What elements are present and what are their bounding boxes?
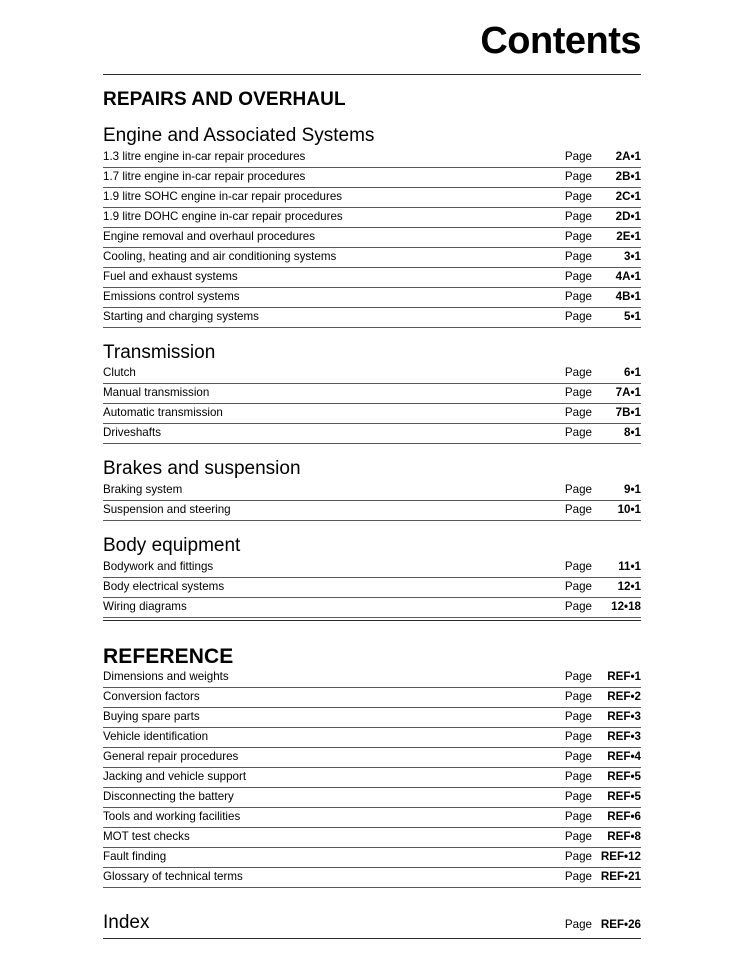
page-word: Page (564, 730, 592, 744)
toc-entry-page (565, 503, 641, 517)
toc-entry-page (565, 790, 641, 804)
toc-entry[interactable] (103, 364, 641, 384)
page-number: 2A•1 (615, 149, 641, 163)
page-word: Page (564, 289, 592, 303)
page-word: Page (564, 209, 592, 223)
page-number: 9•1 (624, 483, 641, 497)
toc-entry-page (565, 210, 641, 224)
part-title-repairs: REPAIRS AND OVERHAUL (103, 89, 346, 110)
toc-entry[interactable] (103, 768, 641, 788)
toc-entry-page (565, 600, 641, 614)
page-number: 7B•1 (615, 406, 641, 420)
toc-entry-label: Vehicle identification (103, 730, 209, 744)
page-number: 4A•1 (615, 269, 641, 283)
index-page (565, 918, 641, 931)
toc-entry-label: Cooling, heating and air conditioning systems (103, 249, 337, 263)
toc-entry-page (565, 690, 641, 704)
toc-entry-page (565, 406, 641, 420)
toc-entry-page (565, 810, 641, 824)
toc-entry-page (565, 730, 641, 744)
page-word: Page (564, 789, 592, 803)
page-word: Page (564, 710, 592, 724)
toc-entry-label: Manual transmission (103, 386, 210, 400)
toc-entry[interactable] (103, 248, 641, 268)
toc-entry-page (565, 670, 641, 684)
page-number: 4B•1 (615, 289, 641, 303)
toc-entry-label: Fuel and exhaust systems (103, 269, 238, 283)
toc-entry-label: Automatic transmission (103, 406, 223, 420)
page-word: Page (564, 169, 592, 183)
page-word: Page (564, 670, 592, 684)
toc-entry-page (565, 250, 641, 264)
toc-entry-label: Jacking and vehicle support (103, 770, 247, 783)
page-word: Page (564, 580, 592, 594)
page-number: 10•1 (617, 503, 641, 517)
toc-entry[interactable] (103, 288, 641, 308)
toc-entry-label: Dimensions and weights (103, 670, 229, 684)
toc-entry-label: Tools and working facilities (103, 809, 241, 823)
toc-entry[interactable] (103, 708, 641, 728)
page-number: REF•12 (600, 849, 641, 863)
toc-entry-label: 1.9 litre DOHC engine in-car repair procedures (103, 209, 343, 223)
page-word: Page (564, 600, 592, 613)
page-word: Page (564, 849, 592, 863)
page-word: Page (564, 809, 592, 823)
page-number: REF•26 (600, 917, 641, 931)
page-number: REF•3 (607, 710, 641, 724)
page-number: 2B•1 (615, 169, 641, 183)
masthead-divider (103, 74, 641, 75)
toc-entry-page (565, 310, 641, 324)
section-brakes (103, 458, 641, 521)
page-number: 5•1 (624, 309, 641, 323)
toc-entry-page (565, 580, 641, 594)
toc-entry-label: 1.7 litre engine in-car repair procedures (103, 169, 306, 183)
toc-entry[interactable] (103, 501, 641, 521)
section-engine (103, 125, 641, 328)
toc-entry-page (565, 830, 641, 844)
page-word: Page (564, 750, 592, 764)
page-number: REF•1 (607, 670, 641, 684)
toc-entry-label: Emissions control systems (103, 289, 240, 303)
toc-entry[interactable] (103, 808, 641, 828)
toc-entry-index[interactable] (103, 912, 641, 939)
section-transmission (103, 342, 641, 445)
page-word: Page (564, 406, 592, 420)
toc-entry-page (565, 426, 641, 440)
page-word: Page (564, 149, 592, 163)
page-word: Page (564, 690, 592, 704)
toc-entry-page (565, 386, 641, 400)
toc-entry[interactable] (103, 868, 641, 888)
toc-entry-label: Body electrical systems (103, 580, 225, 594)
part-title-reference: REFERENCE (103, 644, 234, 668)
section-heading-body-equipment: Body equipment (103, 535, 241, 557)
toc-entry-page (565, 366, 641, 380)
toc-entry[interactable] (103, 848, 641, 868)
toc-entry[interactable] (103, 828, 641, 848)
page-number: REF•3 (607, 730, 641, 744)
toc-entry-label: Conversion factors (103, 690, 200, 704)
page-word: Page (564, 829, 592, 843)
page-number: REF•5 (607, 789, 641, 803)
page-number: 7A•1 (615, 386, 641, 400)
page-word: Page (564, 503, 592, 517)
section-heading-brakes: Brakes and suspension (103, 458, 301, 480)
page-title: Contents (480, 20, 641, 62)
page-number: REF•8 (607, 829, 641, 843)
toc-entry[interactable] (103, 308, 641, 328)
toc-entry[interactable] (103, 788, 641, 808)
toc-entry-label: Driveshafts (103, 426, 161, 440)
toc-entry-label: Wiring diagrams (103, 600, 187, 613)
page-word: Page (564, 309, 592, 323)
toc-entry-page (565, 850, 641, 864)
toc-entry-label: Braking system (103, 483, 183, 497)
page-number: 8•1 (624, 426, 641, 440)
page-word: Page (564, 483, 592, 497)
section-heading-transmission: Transmission (103, 341, 216, 363)
toc-entry-label: Suspension and steering (103, 503, 231, 517)
toc-entry[interactable] (103, 728, 641, 748)
toc-entry-page (565, 560, 641, 574)
toc-entry[interactable] (103, 208, 641, 228)
page-number: REF•21 (600, 869, 641, 883)
page-number: 3•1 (624, 249, 641, 263)
toc-entry[interactable] (103, 748, 641, 768)
toc-entry-page (565, 710, 641, 724)
toc-entry[interactable] (103, 384, 641, 404)
toc-entry[interactable] (103, 148, 641, 168)
page-word: Page (564, 366, 592, 380)
toc-entry-page (565, 170, 641, 184)
page-word: Page (564, 560, 592, 574)
page-number: REF•2 (607, 690, 641, 704)
toc-entry-label: Fault finding (103, 849, 167, 863)
toc-entry-label: Clutch (103, 366, 136, 380)
page-number: 11•1 (618, 560, 641, 574)
page-word: Page (564, 386, 592, 400)
section-body-equipment (103, 535, 641, 618)
toc-entry-page (565, 150, 641, 164)
toc-entry[interactable] (103, 268, 641, 288)
toc-entry-page (565, 230, 641, 244)
page-number: 12•18 (611, 600, 641, 613)
toc-entry-label: Starting and charging systems (103, 309, 259, 323)
toc-entry-label: General repair procedures (103, 750, 239, 764)
toc-entry-page (565, 750, 641, 764)
toc-entry-label: Engine removal and overhaul procedures (103, 229, 316, 243)
toc-entry[interactable] (103, 228, 641, 248)
toc-entry[interactable] (103, 558, 641, 578)
toc-entry-label: Disconnecting the battery (103, 789, 234, 803)
toc-entry[interactable] (103, 578, 641, 598)
section-reference (103, 645, 641, 888)
toc-entry-label: 1.9 litre SOHC engine in-car repair procedures (103, 189, 343, 203)
toc-entry[interactable] (103, 188, 641, 208)
page-number: 2C•1 (615, 189, 641, 203)
contents-content-area (103, 0, 641, 939)
toc-entry-page (565, 290, 641, 304)
page-number: REF•5 (607, 770, 641, 783)
toc-entry-label: 1.3 litre engine in-car repair procedures (103, 149, 306, 163)
toc-entry-label: Buying spare parts (103, 710, 200, 724)
page-word: Page (564, 917, 592, 931)
toc-entry-label: MOT test checks (103, 829, 190, 843)
page-word: Page (564, 869, 592, 883)
page-word: Page (564, 269, 592, 283)
toc-entry[interactable] (103, 404, 641, 424)
page-word: Page (564, 249, 592, 263)
toc-entry-page (565, 190, 641, 204)
toc-entry-label: Glossary of technical terms (103, 869, 243, 883)
part-one-closing-divider (103, 620, 641, 621)
toc-entry[interactable] (103, 481, 641, 501)
page-word: Page (564, 770, 592, 783)
toc-entry[interactable] (103, 424, 641, 444)
section-heading-engine: Engine and Associated Systems (103, 124, 375, 146)
page-number: 2E•1 (616, 229, 641, 243)
toc-entry[interactable] (103, 668, 641, 688)
index-label: Index (103, 911, 150, 933)
toc-entry-page (565, 483, 641, 497)
page-word: Page (564, 229, 592, 243)
toc-entry-page (565, 870, 641, 884)
toc-entry-page (565, 270, 641, 284)
page-word: Page (564, 426, 592, 440)
masthead (103, 0, 641, 60)
toc-entry[interactable] (103, 168, 641, 188)
page-number: 6•1 (624, 366, 641, 380)
page-number: REF•4 (607, 750, 641, 764)
toc-entry[interactable] (103, 688, 641, 708)
page-number: 12•1 (617, 580, 641, 594)
page-word: Page (564, 189, 592, 203)
page-number: REF•6 (607, 809, 641, 823)
toc-entry[interactable] (103, 598, 641, 618)
toc-entry-label: Bodywork and fittings (103, 560, 214, 574)
page-number: 2D•1 (615, 209, 641, 223)
toc-entry-page (565, 770, 641, 784)
